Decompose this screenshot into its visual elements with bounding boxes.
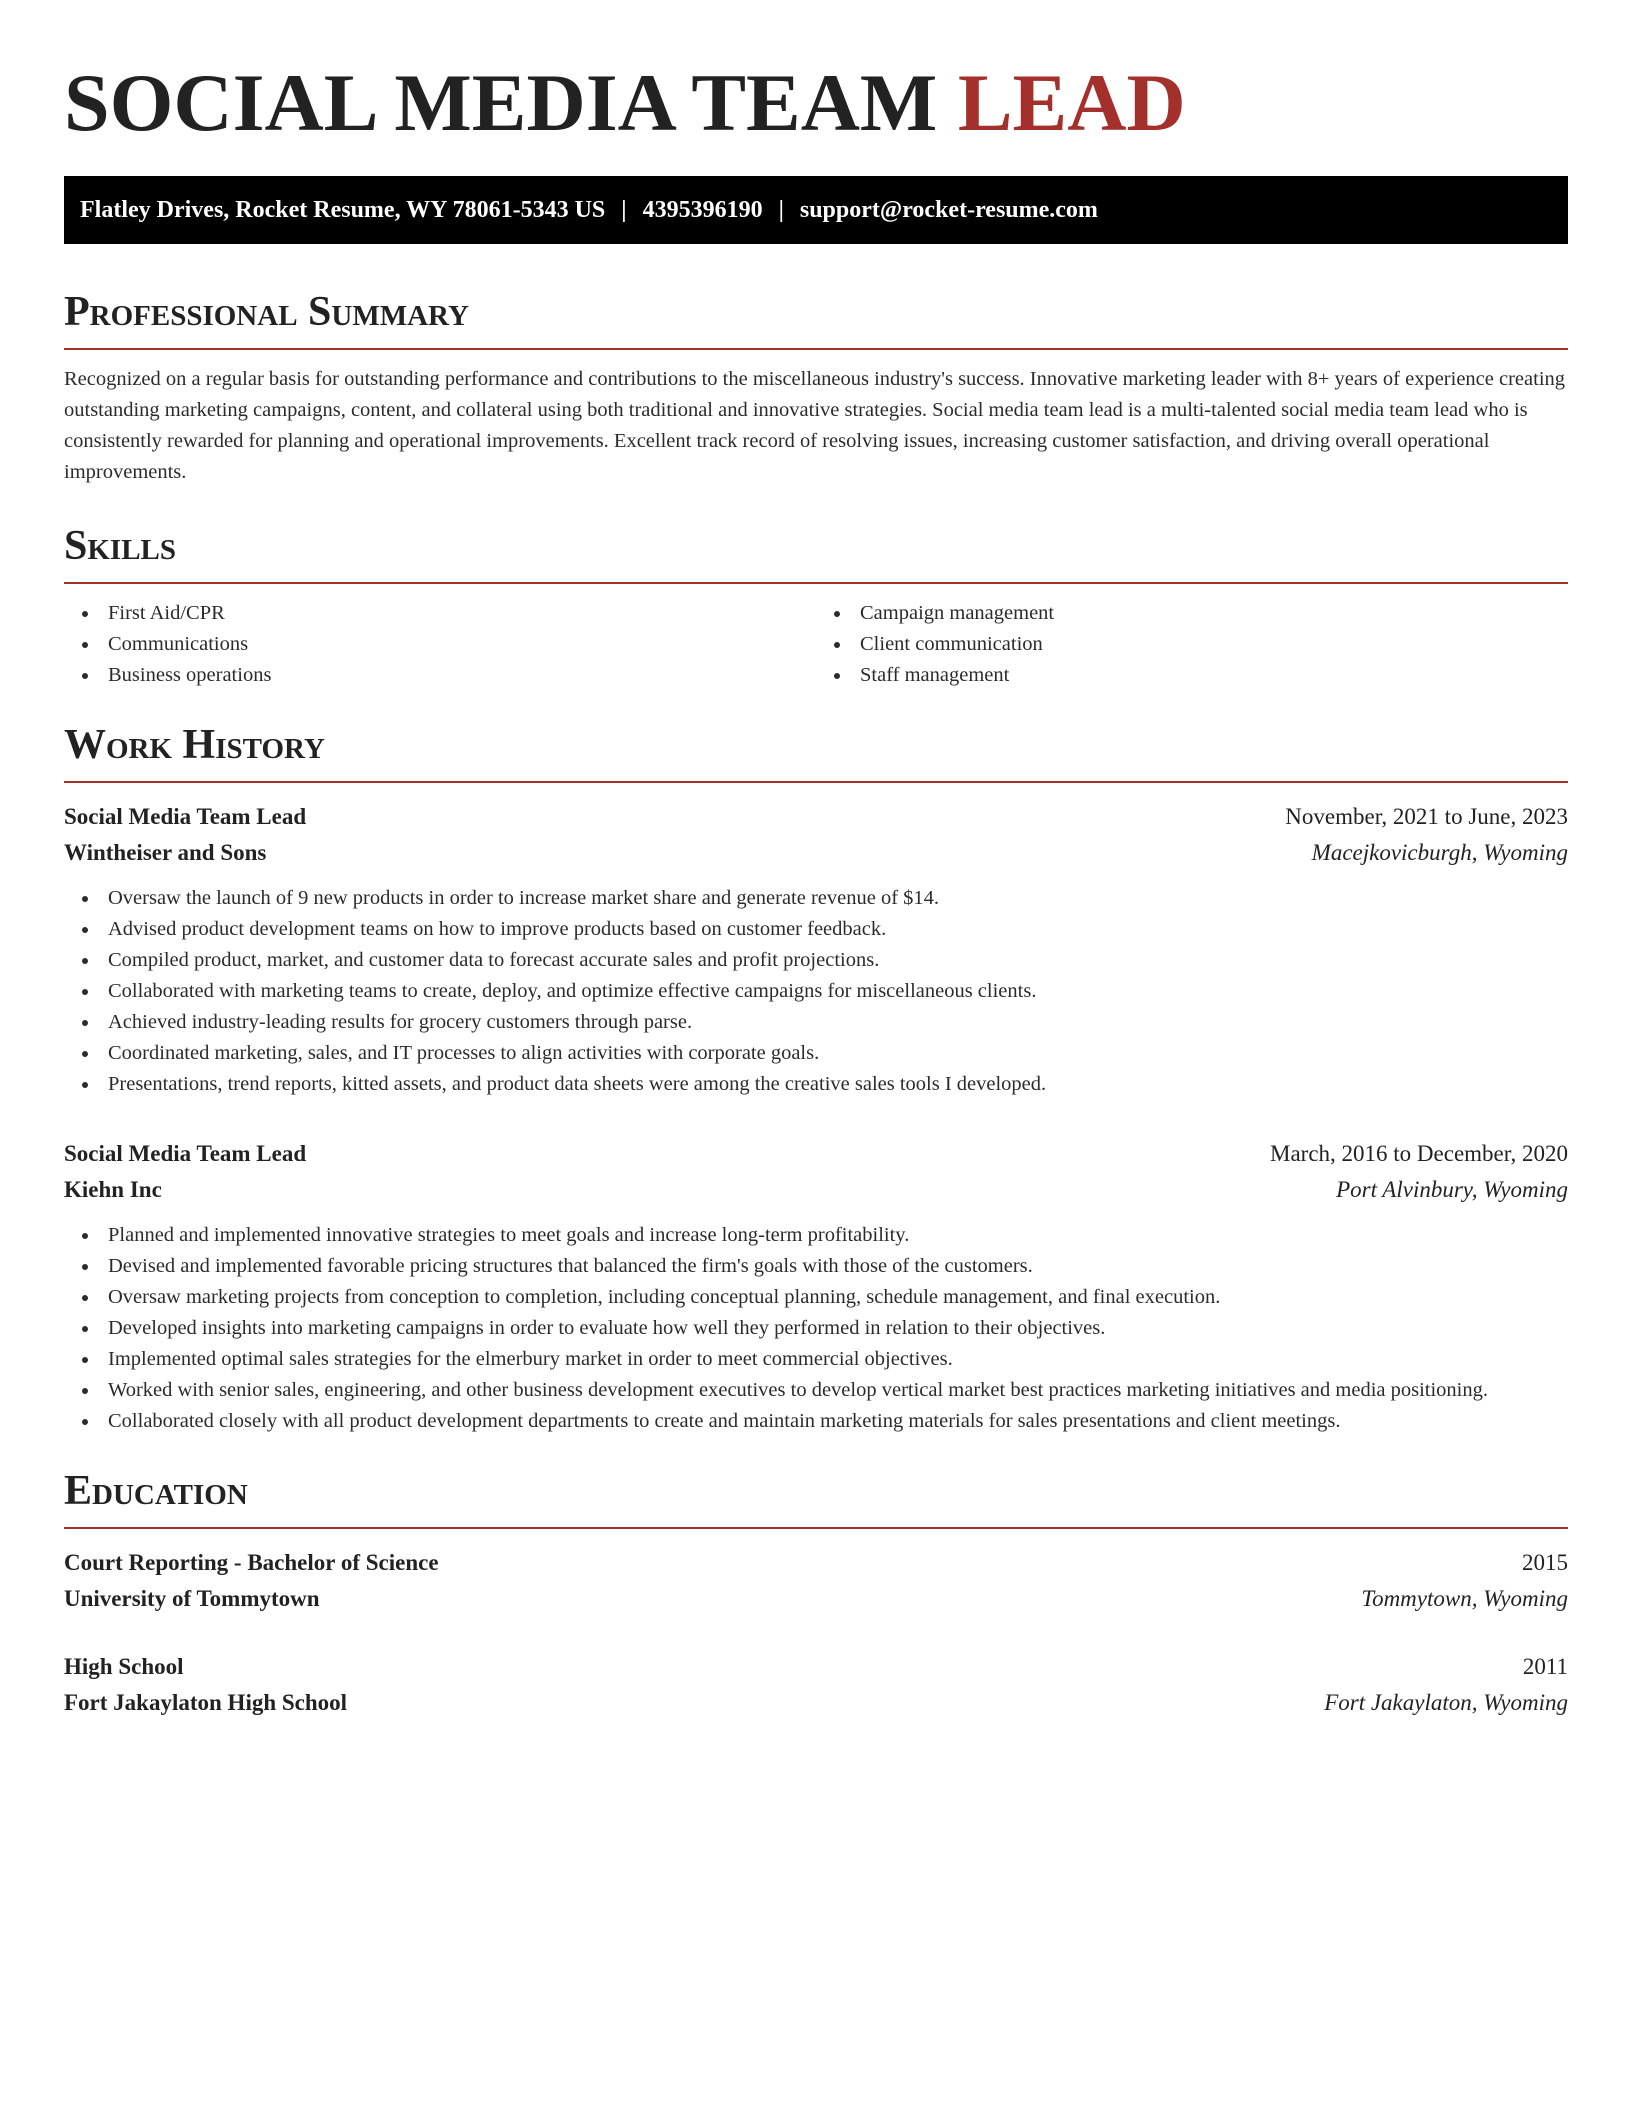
summary-section bbox=[64, 288, 1568, 488]
job-company-row bbox=[64, 835, 1568, 871]
job-title: Social Media Team Lead bbox=[64, 804, 307, 829]
skill-item: Staff management bbox=[860, 660, 1568, 691]
contact-bar bbox=[64, 176, 1568, 244]
skills-column-left bbox=[64, 598, 816, 691]
job-bullet: Advised product development teams on how to improve products based on customer feedback. bbox=[108, 914, 1568, 945]
education-degree: High School bbox=[64, 1654, 184, 1679]
work-section bbox=[64, 721, 1568, 1437]
skills-heading: Skills bbox=[64, 522, 1568, 584]
job-bullets bbox=[64, 883, 1568, 1100]
job-bullet: Developed insights into marketing campaigns in order to evaluate how well they performed in relation to their objectives. bbox=[108, 1313, 1568, 1344]
work-heading: Work History bbox=[64, 721, 1568, 783]
resume-title bbox=[64, 58, 1568, 148]
education-school-row bbox=[64, 1581, 1568, 1617]
job-entry bbox=[64, 1136, 1568, 1437]
job-bullet: Presentations, trend reports, kitted assets, and product data sheets were among the creative sales tools I developed. bbox=[108, 1069, 1568, 1100]
job-bullet: Coordinated marketing, sales, and IT processes to align activities with corporate goals. bbox=[108, 1038, 1568, 1069]
education-heading: Education bbox=[64, 1467, 1568, 1529]
education-entry bbox=[64, 1649, 1568, 1721]
title-accent: LEAD bbox=[957, 57, 1186, 148]
job-title: Social Media Team Lead bbox=[64, 1141, 307, 1166]
skill-item: First Aid/CPR bbox=[108, 598, 816, 629]
skills-column-right bbox=[816, 598, 1568, 691]
education-entry bbox=[64, 1545, 1568, 1617]
job-location: Port Alvinbury, Wyoming bbox=[1336, 1177, 1568, 1202]
title-main: SOCIAL MEDIA TEAM bbox=[64, 57, 938, 148]
skill-item: Client communication bbox=[860, 629, 1568, 660]
job-bullet: Compiled product, market, and customer data to forecast accurate sales and profit projections. bbox=[108, 945, 1568, 976]
job-bullet: Achieved industry-leading results for grocery customers through parse. bbox=[108, 1007, 1568, 1038]
education-school: Fort Jakaylaton High School bbox=[64, 1690, 348, 1715]
education-school: University of Tommytown bbox=[64, 1586, 320, 1611]
skills-grid bbox=[64, 598, 1568, 691]
job-bullet: Collaborated closely with all product development departments to create and maintain marketing materials for sales presentations and client meetings. bbox=[108, 1406, 1568, 1437]
skills-section bbox=[64, 522, 1568, 691]
job-dates: March, 2016 to December, 2020 bbox=[1270, 1141, 1568, 1166]
job-bullet: Devised and implemented favorable pricing structures that balanced the firm's goals with those of the customers. bbox=[108, 1251, 1568, 1282]
skill-item: Campaign management bbox=[860, 598, 1568, 629]
skill-item: Business operations bbox=[108, 660, 816, 691]
job-bullet: Worked with senior sales, engineering, and other business development executives to develop vertical market best practices marketing initiatives and media positioning. bbox=[108, 1375, 1568, 1406]
summary-heading: Professional Summary bbox=[64, 288, 1568, 350]
education-location: Tommytown, Wyoming bbox=[1361, 1586, 1568, 1611]
contact-separator: | bbox=[778, 196, 784, 223]
job-company-row bbox=[64, 1172, 1568, 1208]
job-location: Macejkovicburgh, Wyoming bbox=[1311, 840, 1568, 865]
contact-email[interactable]: support@rocket-resume.com bbox=[799, 196, 1098, 223]
job-bullet: Oversaw marketing projects from conception to completion, including conceptual planning, schedule management, and final execution. bbox=[108, 1282, 1568, 1313]
education-degree-row bbox=[64, 1545, 1568, 1581]
job-title-row bbox=[64, 1136, 1568, 1172]
summary-text: Recognized on a regular basis for outstanding performance and contributions to the miscellaneous industry's success. Innovative marketing leader with 8+ years of experience creating outstanding marketing campaigns, content, and collateral using both traditional and innovative strategies. Social media team lead is a multi-talented social media team lead who is consistently rewarded for planning and operational improvements. Excellent track record of resolving issues, increasing customer satisfaction, and driving overall operational improvements. bbox=[64, 368, 1566, 483]
skill-item: Communications bbox=[108, 629, 816, 660]
education-degree: Court Reporting - Bachelor of Science bbox=[64, 1550, 439, 1575]
job-entry bbox=[64, 799, 1568, 1100]
education-section bbox=[64, 1467, 1568, 1721]
education-year: 2015 bbox=[1522, 1550, 1568, 1575]
job-bullet: Implemented optimal sales strategies for the elmerbury market in order to meet commercial objectives. bbox=[108, 1344, 1568, 1375]
job-company: Kiehn Inc bbox=[64, 1177, 162, 1202]
job-bullets bbox=[64, 1220, 1568, 1437]
education-school-row bbox=[64, 1685, 1568, 1721]
job-bullet: Planned and implemented innovative strategies to meet goals and increase long-term profitability. bbox=[108, 1220, 1568, 1251]
job-title-row bbox=[64, 799, 1568, 835]
job-dates: November, 2021 to June, 2023 bbox=[1285, 804, 1568, 829]
contact-separator: | bbox=[621, 196, 627, 223]
job-bullet: Collaborated with marketing teams to create, deploy, and optimize effective campaigns for miscellaneous clients. bbox=[108, 976, 1568, 1007]
education-degree-row bbox=[64, 1649, 1568, 1685]
contact-address: Flatley Drives, Rocket Resume, WY 78061-5343 US bbox=[80, 196, 606, 223]
education-year: 2011 bbox=[1522, 1654, 1568, 1679]
job-bullet: Oversaw the launch of 9 new products in order to increase market share and generate revenue of $14. bbox=[108, 883, 1568, 914]
education-location: Fort Jakaylaton, Wyoming bbox=[1324, 1690, 1568, 1715]
job-company: Wintheiser and Sons bbox=[64, 840, 267, 865]
contact-phone[interactable]: 4395396190 bbox=[642, 196, 763, 223]
